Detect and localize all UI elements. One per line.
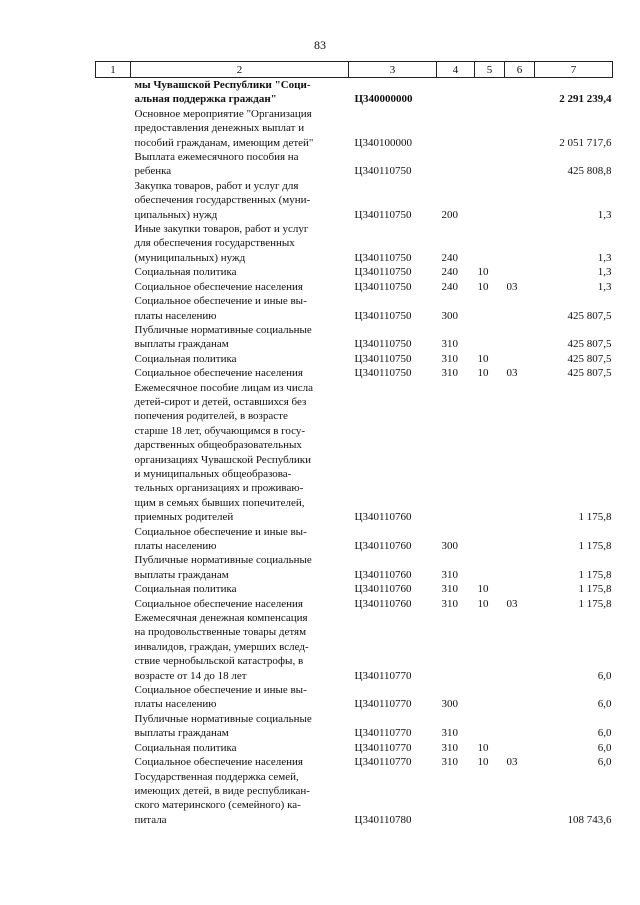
- section-code: [475, 381, 505, 525]
- expense-type-code: 310: [441, 756, 458, 769]
- target-article-code: Ц340110770: [354, 669, 412, 682]
- subsection-code: 03: [506, 597, 518, 610]
- expense-type-code: [437, 770, 475, 828]
- target-article-code: Ц340110760: [354, 597, 412, 610]
- table-row: [96, 323, 613, 352]
- section-code: 10: [477, 741, 489, 754]
- subsection-code: [505, 352, 535, 366]
- target-article-code: Ц340110770: [354, 698, 412, 711]
- table-row: [96, 107, 613, 150]
- subsection-code: [505, 712, 535, 741]
- expense-type-code: 310: [441, 597, 458, 610]
- column-header: 1: [96, 62, 131, 78]
- page-number: 83: [314, 38, 326, 52]
- table-body: [96, 78, 613, 828]
- section-code: [475, 150, 505, 179]
- row-name: Социальная политика: [134, 352, 237, 365]
- table-row: [96, 553, 613, 582]
- expense-type-code: 240: [441, 266, 458, 279]
- expense-type-code: 310: [441, 727, 458, 740]
- row-name: Выплата ежемесячного пособия на ребенка: [134, 151, 299, 178]
- amount: 1 175,8: [578, 568, 612, 581]
- table-row: [96, 280, 613, 294]
- row-name: Социальная политика: [134, 741, 237, 754]
- amount: 425 808,8: [567, 165, 612, 178]
- target-article-code: Ц340110750: [354, 309, 412, 322]
- expense-type-code: 310: [441, 367, 458, 380]
- expense-type-code: [437, 150, 475, 179]
- row-name: Социальное обеспечение населения: [134, 367, 303, 380]
- budget-table: [95, 61, 613, 827]
- section-code: 10: [477, 352, 489, 365]
- section-code: [475, 107, 505, 150]
- row-name: Социальное обеспечение населения: [134, 280, 303, 293]
- table-row: [96, 582, 613, 596]
- row-number-cell: [96, 381, 131, 525]
- row-number-cell: [96, 683, 131, 712]
- subsection-code: 03: [506, 756, 518, 769]
- target-article-code: Ц340110750: [354, 338, 412, 351]
- section-code: [475, 222, 505, 265]
- amount: 1 175,8: [578, 597, 612, 610]
- column-header: 3: [349, 62, 437, 78]
- table-row: [96, 611, 613, 683]
- section-code: [475, 553, 505, 582]
- table-row: [96, 179, 613, 222]
- expense-type-code: [437, 78, 475, 107]
- target-article-code: Ц340100000: [354, 136, 412, 149]
- row-number-cell: [96, 179, 131, 222]
- target-article-code: Ц340110750: [354, 266, 412, 279]
- row-number-cell: [96, 525, 131, 554]
- row-name: мы Чувашской Республики "Соци- альная поддержка граждан": [134, 79, 311, 106]
- target-article-code: Ц340110750: [354, 367, 412, 380]
- row-number-cell: [96, 770, 131, 828]
- target-article-code: Ц340110750: [354, 165, 412, 178]
- subsection-code: [505, 323, 535, 352]
- target-article-code: Ц340110780: [354, 813, 412, 826]
- expense-type-code: 300: [441, 309, 458, 322]
- expense-type-code: [437, 381, 475, 525]
- table-row: [96, 770, 613, 828]
- expense-type-code: 310: [441, 338, 458, 351]
- section-code: 10: [477, 597, 489, 610]
- column-number-row: [96, 62, 613, 78]
- row-name: Ежемесячное пособие лицам из числа детей-сирот и детей, оставшихся без попечения родителей, в возрасте старше 18 лет, обучающимся в госу- дарственных общеобразовательных организациях Чувашской Республики и муниципальных общеобразова- тельных организациях и проживаю- щим в семьях бывших попечителей, приемных родителей: [134, 381, 313, 524]
- amount: 425 807,5: [567, 338, 612, 351]
- section-code: [475, 323, 505, 352]
- target-article-code: Ц340110770: [354, 727, 412, 740]
- table-row: [96, 294, 613, 323]
- row-name: Социальная политика: [134, 583, 237, 596]
- amount: 425 807,5: [567, 352, 612, 365]
- table-row: [96, 755, 613, 769]
- amount: 1 175,8: [578, 583, 612, 596]
- target-article-code: Ц340110770: [354, 741, 412, 754]
- row-number-cell: [96, 323, 131, 352]
- subsection-code: 03: [506, 367, 518, 380]
- subsection-code: [505, 150, 535, 179]
- row-number-cell: [96, 366, 131, 380]
- row-name: Социальное обеспечение населения: [134, 597, 303, 610]
- section-code: [475, 525, 505, 554]
- subsection-code: [505, 770, 535, 828]
- expense-type-code: 300: [441, 698, 458, 711]
- row-name: Социальное обеспечение и иные вы- платы населению: [134, 295, 307, 322]
- amount: 6,0: [597, 756, 612, 769]
- table-row: [96, 712, 613, 741]
- row-number-cell: [96, 352, 131, 366]
- table-row: [96, 222, 613, 265]
- section-code: [475, 611, 505, 683]
- row-name: Социальное обеспечение и иные вы- платы населению: [134, 684, 307, 711]
- amount: 1,3: [597, 208, 612, 221]
- table-header: [96, 62, 613, 78]
- target-article-code: Ц340110760: [354, 583, 412, 596]
- row-number-cell: [96, 597, 131, 611]
- section-code: 10: [477, 583, 489, 596]
- expense-type-code: [437, 611, 475, 683]
- target-article-code: Ц340110750: [354, 352, 412, 365]
- section-code: [475, 770, 505, 828]
- expense-type-code: 310: [441, 568, 458, 581]
- row-number-cell: [96, 78, 131, 107]
- subsection-code: [505, 611, 535, 683]
- amount: 1,3: [597, 280, 612, 293]
- section-code: [475, 712, 505, 741]
- column-header: 7: [535, 62, 613, 78]
- row-name: Государственная поддержка семей, имеющих детей, в виде республикан- ского материнского (семейного) ка- питала: [134, 770, 310, 826]
- section-code: [475, 78, 505, 107]
- row-number-cell: [96, 265, 131, 279]
- row-number-cell: [96, 712, 131, 741]
- target-article-code: Ц340000000: [354, 93, 413, 106]
- amount: 6,0: [597, 727, 612, 740]
- row-name: Иные закупки товаров, работ и услуг для обеспечения государственных (муниципальных) нужд: [134, 223, 309, 264]
- amount: 6,0: [597, 741, 612, 754]
- subsection-code: [505, 582, 535, 596]
- amount: 1 175,8: [578, 511, 612, 524]
- expense-type-code: 240: [441, 280, 458, 293]
- section-code: [475, 294, 505, 323]
- row-number-cell: [96, 222, 131, 265]
- row-name: Закупка товаров, работ и услуг для обеспечения государственных (муни- ципальных) нужд: [134, 179, 311, 221]
- expense-type-code: 310: [441, 583, 458, 596]
- section-code: 10: [477, 280, 489, 293]
- expense-type-code: 300: [441, 540, 458, 552]
- target-article-code: Ц340110770: [354, 756, 412, 769]
- target-article-code: Ц340110750: [354, 208, 412, 221]
- table-row: [96, 381, 613, 525]
- amount: 2 291 239,4: [559, 93, 612, 106]
- table-row: [96, 597, 613, 611]
- row-number-cell: [96, 294, 131, 323]
- row-number-cell: [96, 582, 131, 596]
- amount: 425 807,5: [567, 367, 612, 380]
- row-name: Социальная политика: [134, 266, 237, 279]
- row-name: Основное мероприятие "Организация предоставления денежных выплат и пособий гражданам, имеющим детей": [134, 107, 314, 149]
- table-row: [96, 683, 613, 712]
- section-code: 10: [477, 266, 489, 279]
- subsection-code: 03: [506, 280, 518, 293]
- amount: 108 743,6: [567, 813, 612, 826]
- row-number-cell: [96, 553, 131, 582]
- target-article-code: Ц340110750: [354, 251, 412, 264]
- subsection-code: [505, 294, 535, 323]
- section-code: 10: [477, 756, 489, 769]
- section-code: 10: [477, 367, 489, 380]
- subsection-code: [505, 553, 535, 582]
- target-article-code: Ц340110760: [354, 568, 412, 581]
- row-name: Социальное обеспечение населения: [134, 756, 303, 769]
- subsection-code: [505, 525, 535, 554]
- row-number-cell: [96, 280, 131, 294]
- amount: 425 807,5: [567, 309, 612, 322]
- table-row: [96, 525, 613, 554]
- amount: 2 051 717,6: [559, 136, 612, 149]
- subsection-code: [505, 381, 535, 525]
- subsection-code: [505, 107, 535, 150]
- table-row: [96, 78, 613, 107]
- target-article-code: Ц340110750: [354, 280, 412, 293]
- row-name: Публичные нормативные социальные выплаты гражданам: [134, 554, 312, 581]
- row-name: Публичные нормативные социальные выплаты гражданам: [134, 712, 312, 740]
- table-row: [96, 150, 613, 179]
- column-header: 4: [437, 62, 475, 78]
- amount: 1,3: [597, 251, 612, 264]
- row-number-cell: [96, 107, 131, 150]
- expense-type-code: 200: [441, 208, 458, 221]
- row-number-cell: [96, 755, 131, 769]
- row-number-cell: [96, 611, 131, 683]
- amount: 6,0: [597, 698, 612, 711]
- subsection-code: [505, 179, 535, 222]
- column-header: 6: [505, 62, 535, 78]
- section-code: [475, 683, 505, 712]
- subsection-code: [505, 683, 535, 712]
- row-name: Социальное обеспечение и иные вы- платы населению: [134, 525, 307, 552]
- column-header: 2: [131, 62, 349, 78]
- target-article-code: Ц340110760: [354, 540, 412, 552]
- table-row: [96, 265, 613, 279]
- table-row: [96, 352, 613, 366]
- target-article-code: Ц340110760: [354, 511, 412, 524]
- expense-type-code: 310: [441, 352, 458, 365]
- row-name: Ежемесячная денежная компенсация на продовольственные товары детям инвалидов, граждан, умерших вслед- ствие чернобыльской катастрофы, в возрасте от 14 до 18 лет: [134, 612, 309, 682]
- expense-type-code: 310: [441, 741, 458, 754]
- row-number-cell: [96, 150, 131, 179]
- subsection-code: [505, 741, 535, 755]
- amount: 6,0: [597, 669, 612, 682]
- subsection-code: [505, 222, 535, 265]
- section-code: [475, 179, 505, 222]
- amount: 1,3: [597, 266, 612, 279]
- expense-type-code: [437, 107, 475, 150]
- expense-type-code: 240: [441, 251, 458, 264]
- column-header: 5: [475, 62, 505, 78]
- subsection-code: [505, 78, 535, 107]
- amount: 1 175,8: [578, 540, 612, 552]
- subsection-code: [505, 265, 535, 279]
- row-number-cell: [96, 741, 131, 755]
- row-name: Публичные нормативные социальные выплаты гражданам: [134, 323, 312, 351]
- table-row: [96, 366, 613, 380]
- table-row: [96, 741, 613, 755]
